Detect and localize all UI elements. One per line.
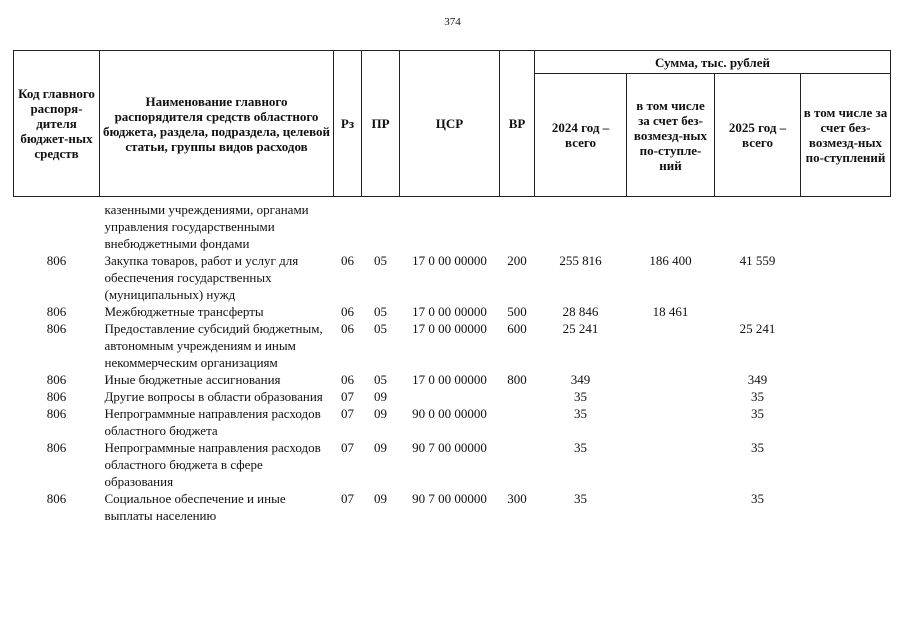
table-body: [14, 197, 891, 525]
cell-name: Другие вопросы в области образования: [104, 389, 323, 404]
cell-2024-total: 35: [574, 389, 587, 404]
table-row: [14, 388, 891, 405]
cell-pr: 05: [374, 321, 387, 336]
table-row: [14, 303, 891, 320]
cell-vr: [500, 197, 535, 253]
cell-2025-total: 349: [747, 372, 768, 387]
cell-2024-free: [627, 388, 715, 405]
cell-2024-free: [627, 371, 715, 388]
header-2025-free: в том числе за счет без-возмезд-ных по-ступлений: [801, 74, 891, 197]
cell-rz: 06: [341, 321, 354, 336]
cell-rz: 07: [341, 406, 354, 421]
header-vr: ВР: [500, 51, 535, 197]
page-number: 374: [444, 16, 461, 28]
cell-2025-total: [715, 197, 801, 253]
cell-vr: 600: [507, 321, 527, 336]
cell-vr: 800: [507, 372, 527, 387]
header-2024-free: в том числе за счет без-возмезд-ных по-ступле-ний: [627, 74, 715, 197]
cell-2025-total: 35: [751, 440, 764, 455]
cell-rz: 06: [341, 372, 354, 387]
table-row: [14, 197, 891, 253]
cell-2024-free: [627, 439, 715, 490]
cell-name: Социальное обеспечение и иные выплаты населению: [104, 491, 286, 523]
cell-name: Непрограммные направления расходов областного бюджета: [104, 406, 321, 438]
cell-name: Иные бюджетные ассигнования: [104, 372, 281, 387]
cell-name: казенными учреждениями, органами управления государственными внебюджетными фондами: [104, 202, 309, 251]
cell-2025-total: 35: [751, 406, 764, 421]
cell-2024-total: 349: [570, 372, 591, 387]
header-rz: Рз: [334, 51, 362, 197]
cell-code: 806: [46, 253, 67, 268]
cell-csr: [400, 388, 500, 405]
cell-2025-free: [801, 439, 891, 490]
cell-2024-total: 28 846: [562, 304, 599, 319]
cell-2024-free: [627, 490, 715, 524]
cell-2025-free: [801, 371, 891, 388]
cell-vr: [500, 405, 535, 439]
cell-2025-total: 41 559: [739, 253, 776, 268]
cell-2024-total: [535, 197, 627, 253]
cell-code: 806: [46, 389, 67, 404]
cell-2025-free: [801, 252, 891, 303]
header-csr: ЦСР: [400, 51, 500, 197]
cell-code: 806: [46, 321, 67, 336]
cell-name: Непрограммные направления расходов областного бюджета в сфере образования: [104, 440, 321, 489]
cell-pr: 09: [374, 491, 387, 506]
cell-pr: 09: [374, 406, 387, 421]
cell-2024-total: 25 241: [562, 321, 599, 336]
cell-rz: [334, 197, 362, 253]
table-row: [14, 439, 891, 490]
cell-2024-free: 18 461: [652, 304, 689, 319]
cell-pr: 05: [374, 372, 387, 387]
table-row: [14, 490, 891, 524]
cell-rz: 07: [341, 491, 354, 506]
cell-2024-free: [627, 197, 715, 253]
cell-csr: 17 0 00 00000: [412, 253, 487, 268]
cell-2024-total: 255 816: [559, 253, 602, 268]
cell-csr: 17 0 00 00000: [412, 372, 487, 387]
cell-pr: 09: [374, 440, 387, 455]
cell-vr: [500, 388, 535, 405]
cell-rz: 06: [341, 304, 354, 319]
table-row: [14, 252, 891, 303]
cell-csr: 90 7 00 00000: [412, 491, 487, 506]
table-header: [14, 51, 891, 197]
cell-code: 806: [46, 406, 67, 421]
cell-name: Закупка товаров, работ и услуг для обеспечения государственных (муниципальных) нужд: [104, 253, 299, 302]
cell-2025-free: [801, 490, 891, 524]
cell-name: Предоставление субсидий бюджетным, автономным учреждениям и иным некоммерческим организациям: [104, 321, 323, 370]
cell-pr: 05: [374, 253, 387, 268]
cell-name: Межбюджетные трансферты: [104, 304, 264, 319]
cell-pr: 05: [374, 304, 387, 319]
cell-code: 806: [46, 372, 67, 387]
cell-code: 806: [46, 440, 67, 455]
cell-2025-total: [715, 303, 801, 320]
cell-rz: 07: [341, 389, 354, 404]
cell-vr: [500, 439, 535, 490]
cell-pr: 09: [374, 389, 387, 404]
cell-2025-free: [801, 303, 891, 320]
table-row: [14, 405, 891, 439]
cell-2024-total: 35: [574, 491, 587, 506]
header-sum: Сумма, тыс. рублей: [535, 51, 891, 74]
cell-vr: 300: [507, 491, 527, 506]
cell-pr: [362, 197, 400, 253]
table-row: [14, 371, 891, 388]
cell-rz: 06: [341, 253, 354, 268]
cell-2025-total: 25 241: [739, 321, 776, 336]
cell-vr: 500: [507, 304, 527, 319]
cell-2024-free: [627, 405, 715, 439]
cell-2024-free: 186 400: [649, 253, 692, 268]
budget-table: [13, 50, 891, 524]
cell-code: [14, 197, 100, 253]
header-pr: ПР: [362, 51, 400, 197]
cell-vr: 200: [507, 253, 527, 268]
cell-2024-free: [627, 320, 715, 371]
cell-csr: 90 0 00 00000: [412, 406, 487, 421]
cell-2024-total: 35: [574, 440, 587, 455]
cell-2025-free: [801, 405, 891, 439]
cell-csr: [400, 197, 500, 253]
cell-2025-free: [801, 320, 891, 371]
cell-csr: 17 0 00 00000: [412, 321, 487, 336]
header-code: Код главного распоря-дителя бюджет-ных средств: [14, 51, 100, 197]
cell-2024-total: 35: [574, 406, 587, 421]
table-row: [14, 320, 891, 371]
cell-2025-free: [801, 388, 891, 405]
cell-2025-total: 35: [751, 389, 764, 404]
cell-csr: 90 7 00 00000: [412, 440, 487, 455]
cell-csr: 17 0 00 00000: [412, 304, 487, 319]
cell-rz: 07: [341, 440, 354, 455]
header-2024-total: 2024 год – всего: [535, 74, 627, 197]
cell-code: 806: [46, 304, 67, 319]
header-2025-total: 2025 год – всего: [715, 74, 801, 197]
header-name: Наименование главного распорядителя средств областного бюджета, раздела, подраздела, целевой статьи, группы видов расходов: [100, 51, 334, 197]
cell-2025-total: 35: [751, 491, 764, 506]
cell-code: 806: [46, 491, 67, 506]
cell-2025-free: [801, 197, 891, 253]
